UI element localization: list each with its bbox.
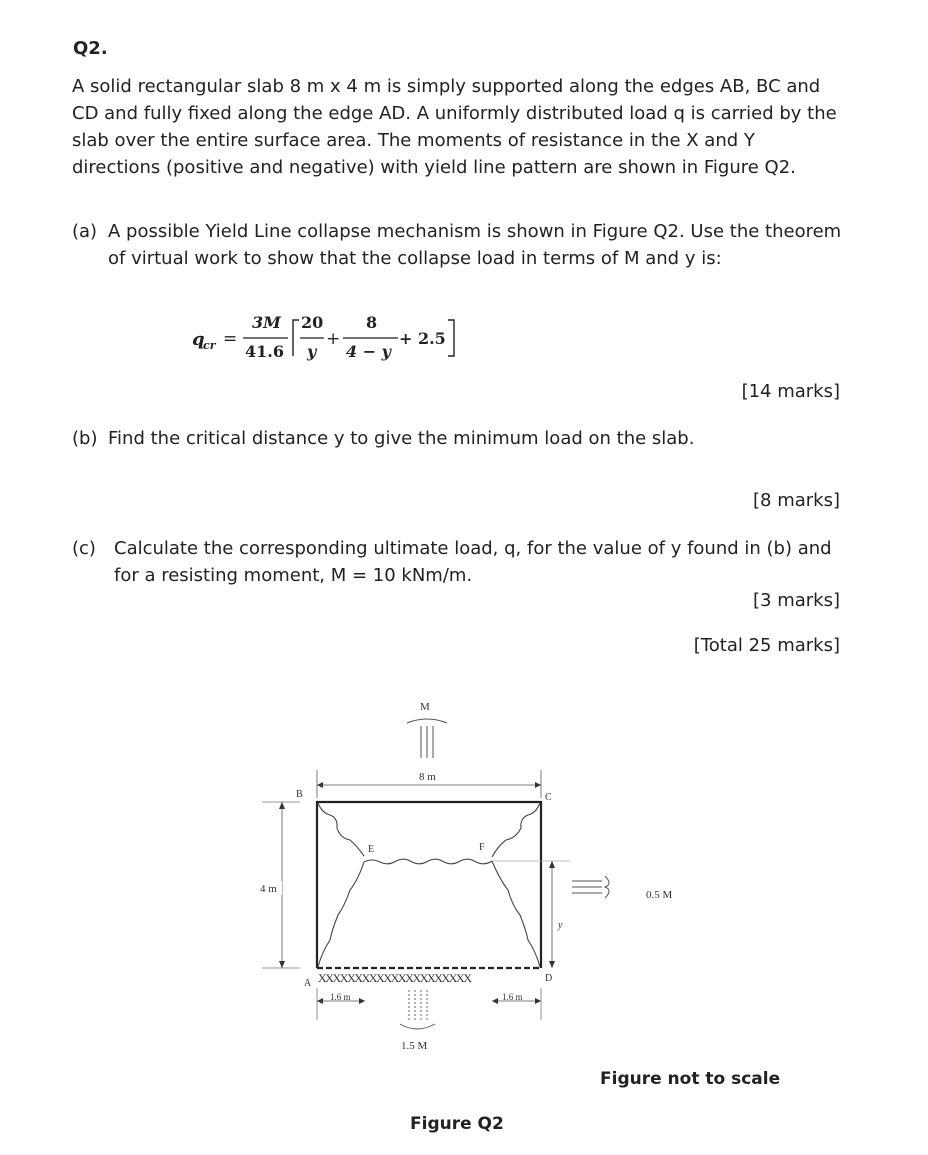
figure-bottom-left-dim: 1.6 m: [330, 992, 351, 1002]
formula-right-bracket: [448, 320, 454, 356]
figure-bottom-label: 1.5 M: [401, 1040, 428, 1052]
width-arrow-right: [535, 782, 541, 788]
figure-top-label: M: [420, 701, 430, 713]
formula-t2-den: 4 − y: [346, 342, 391, 361]
formula-lhs: q: [192, 329, 205, 350]
part-c: [72, 535, 847, 589]
corner-c: C: [545, 792, 552, 803]
point-f: F: [479, 842, 485, 853]
part-b-marks: [8 marks]: [753, 490, 840, 511]
yield-line-e-f: [364, 859, 492, 864]
formula-lhs-sub: cr: [203, 339, 216, 352]
top-brace: [407, 719, 447, 723]
figure-y-label: y: [558, 920, 563, 931]
br-arrow-left: [492, 998, 498, 1004]
collapse-load-formula: [190, 308, 470, 368]
formula-plus: +: [326, 329, 341, 349]
height-arrow-top: [279, 802, 285, 809]
formula-coef-num: 3M: [252, 313, 281, 332]
part-b-text: Find the critical distance y to give the minimum load on the slab.: [108, 428, 695, 449]
formula-left-bracket: [293, 320, 299, 356]
br-arrow-right: [535, 998, 541, 1004]
y-arrow-bottom: [549, 961, 555, 968]
formula-t2-num: 8: [366, 313, 378, 332]
question-intro: A solid rectangular slab 8 m x 4 m is simply supported along the edges AB, BC and CD and fully fixed along the edge AD. A uniformly distributed load q is carried by the slab over the entire surface area. The moments of resistance in the X and Y directions (positive and negative) with yield line pattern are shown in Figure Q2.: [72, 76, 837, 178]
yield-line-c-f: [492, 803, 540, 857]
question-title: Q2.: [73, 38, 108, 59]
figure-bottom-right-dim: 1.6 m: [502, 992, 523, 1002]
figure-q2-diagram: [240, 690, 690, 1060]
bottom-brace: [400, 1024, 435, 1029]
part-a-label: (a): [72, 221, 98, 242]
part-b-label: (b): [72, 428, 98, 449]
total-marks: [Total 25 marks]: [693, 635, 840, 656]
width-arrow-left: [317, 782, 323, 788]
figure-width-label: 8 m: [419, 771, 436, 783]
part-c-text: Calculate the corresponding ultimate load, q, for the value of y found in (b) and for a resisting moment, M = 10 kNm/m.: [114, 538, 832, 586]
formula-equals: =: [223, 329, 238, 349]
yield-line-e-a: [318, 862, 364, 967]
figure-right-label: 0.5 M: [646, 889, 673, 901]
figure-caption: Figure Q2: [410, 1114, 504, 1134]
part-a: [72, 218, 847, 272]
part-a-marks: [14 marks]: [741, 381, 840, 402]
bl-arrow-right: [359, 998, 365, 1004]
part-c-label: (c): [72, 538, 96, 559]
y-arrow-top: [549, 861, 555, 868]
formula-coef-den: 41.6: [245, 342, 284, 361]
slab-outline: [317, 802, 541, 968]
corner-d: D: [545, 973, 553, 984]
part-b: [72, 425, 752, 452]
right-brace: [605, 876, 609, 898]
figure-height-label: 4 m: [260, 883, 277, 895]
part-a-text: A possible Yield Line collapse mechanism is shown in Figure Q2. Use the theorem of virtual work to show that the collapse load in terms of M and y is:: [108, 221, 842, 269]
corner-b: B: [296, 789, 303, 800]
corner-a: A: [304, 978, 312, 989]
bl-arrow-left: [317, 998, 323, 1004]
formula-t1-num: 20: [301, 313, 324, 332]
yield-line-b-e: [318, 803, 364, 856]
height-arrow-bottom: [279, 961, 285, 968]
point-e: E: [368, 844, 375, 855]
figure-note: Figure not to scale: [600, 1069, 781, 1089]
formula-t1-den: y: [307, 342, 317, 361]
fixed-edge-hatch: XXXXXXXXXXXXXXXXXXXXX: [318, 971, 471, 985]
part-c-marks: [3 marks]: [753, 590, 840, 611]
formula-t3: + 2.5: [399, 329, 446, 348]
yield-line-f-d: [492, 861, 540, 967]
